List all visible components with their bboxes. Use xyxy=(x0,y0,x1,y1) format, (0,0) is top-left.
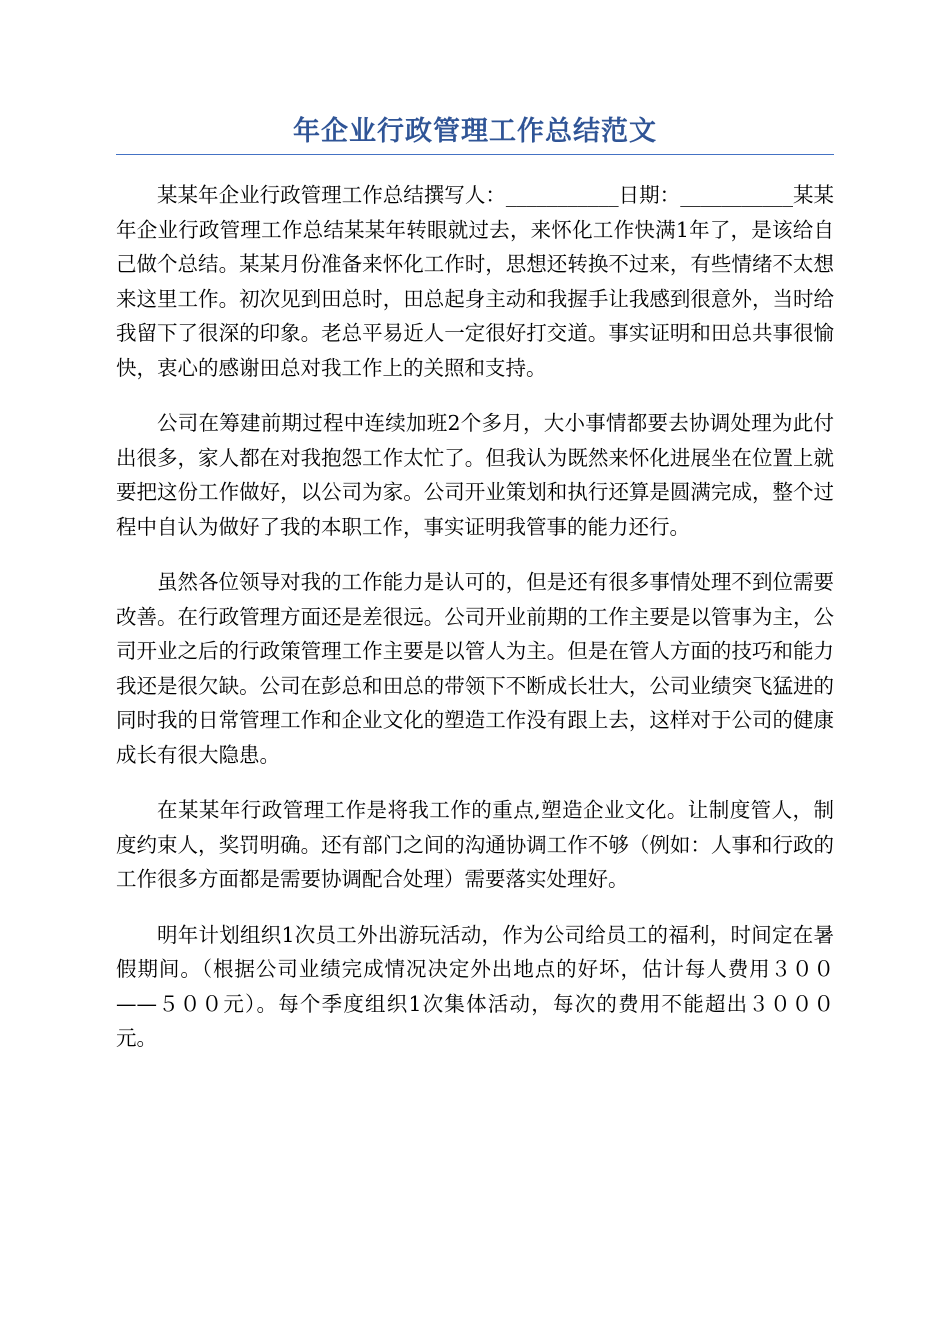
document-title: 年企业行政管理工作总结范文 xyxy=(293,116,657,147)
paragraph-5: 明年计划组织1次员工外出游玩活动，作为公司给员工的福利，时间定在暑假期间。（根据公司业绩完成情况决定外出地点的好坏，估计每人费用３００——５００元）。每个季度组织1次集体活动，每次的费用不能超出３０００元。 xyxy=(116,922,834,1050)
paragraph-3: 虽然各位领导对我的工作能力是认可的，但是还有很多事情处理不到位需要改善。在行政管理方面还是差很远。公司开业前期的工作主要是以管事为主，公司开业之后的行政策管理工作主要是以管人为主。但是在管人方面的技巧和能力我还是很欠缺。公司在彭总和田总的带领下不断成长壮大，公司业绩突飞猛进的同时我的日常管理工作和企业文化的塑造工作没有跟上去，这样对于公司的健康成长有很大隐患。 xyxy=(116,570,834,767)
paragraph-1: 某某年企业行政管理工作总结撰写人：___________日期：___________某某年企业行政管理工作总结某某年转眼就过去，来怀化工作快满1年了，是该给自己做个总结。某某月份准备来怀化工作时，思想还转换不过来，有些情绪不太想来这里工作。初次见到田总时，田总起身主动和我握手让我感到很意外，当时给我留下了很深的印象。老总平易近人一定很好打交道。事实证明和田总共事很愉快，衷心的感谢田总对我工作上的关照和支持。 xyxy=(116,183,834,380)
document-body xyxy=(116,178,834,1056)
title-underline xyxy=(116,154,834,155)
paragraph-4: 在某某年行政管理工作是将我工作的重点,塑造企业文化。让制度管人，制度约束人，奖罚明确。还有部门之间的沟通协调工作不够（例如：人事和行政的工作很多方面都是需要协调配合处理）需要落实处理好。 xyxy=(116,798,834,891)
paragraph-2: 公司在筹建前期过程中连续加班2个多月，大小事情都要去协调处理为此付出很多，家人都在对我抱怨工作太忙了。但我认为既然来怀化进展坐在位置上就要把这份工作做好，以公司为家。公司开业策划和执行还算是圆满完成，整个过程中自认为做好了我的本职工作，事实证明我管事的能力还行。 xyxy=(116,411,834,539)
